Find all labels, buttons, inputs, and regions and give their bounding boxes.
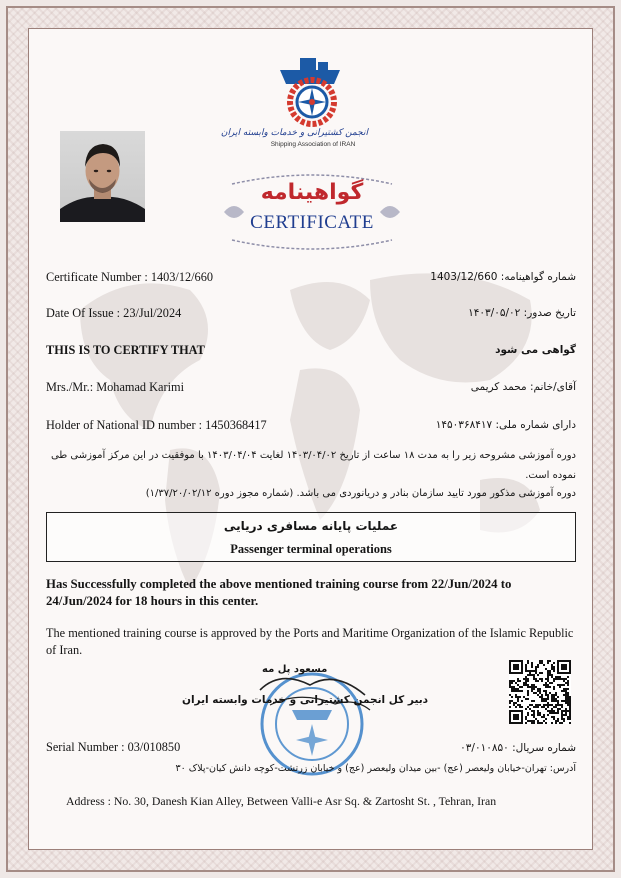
- certificate-title-en: CERTIFICATE: [250, 212, 374, 233]
- completion-statement: Has Successfully completed the above mentioned training course from 22/Jun/2024 to 24/Jun/2024 for 18 hours in this center.: [46, 577, 512, 608]
- approval-statement: The mentioned training course is approved by the Ports and Maritime Organization of the Islamic Republic of Iran.: [46, 626, 574, 657]
- signer-name: مسعود پل مه: [262, 664, 328, 675]
- shipping-association-logo: [266, 48, 358, 128]
- national-id-en: Holder of National ID number : 1450368417: [46, 418, 267, 432]
- qr-code: [509, 660, 571, 724]
- association-name-en: Shipping Association of IRAN: [270, 141, 356, 148]
- certificate-number-fa: شماره گواهینامه: 1403/12/660: [430, 271, 576, 283]
- course-box: [46, 512, 576, 562]
- persian-body-line3: دوره آموزشی مذکور مورد تایید سازمان بنادر و دریانوردی می باشد. (شماره مجوز دوره ۱/۳۷/۲۰/۰۲/۱۲): [145, 488, 576, 499]
- persian-body-line1: دوره آموزشی مشروحه زیر را به مدت ۱۸ ساعت از تاریخ ۱۴۰۳/۰۴/۰۲ لغایت ۱۴۰۳/۰۴/۰۴ با موفقیت در این مرکز آموزشی طی: [50, 450, 576, 461]
- holder-photo: [60, 131, 145, 222]
- issue-date-fa: تاریخ صدور: ۱۴۰۳/۰۵/۰۲: [468, 307, 576, 319]
- serial-number-fa: شماره سریال: ۰۳/۰۱۰۸۵۰: [460, 742, 576, 754]
- certificate-title-fa: گواهینامه: [260, 180, 364, 205]
- holder-name-fa: آقای/خانم: محمد کریمی: [470, 381, 576, 393]
- holder-name-en: Mrs./Mr.: Mohamad Karimi: [46, 380, 184, 394]
- certificate-number-en: Certificate Number : 1403/12/660: [46, 270, 213, 284]
- issue-date-en: Date Of Issue : 23/Jul/2024: [46, 306, 182, 320]
- association-name-fa: انجمن کشتیرانی و خدمات وابسته ایران: [220, 128, 368, 138]
- address-fa: آدرس: تهران-خیابان ولیعصر (عج) -بین میدان ولیعصر (عج) و خیابان زرتشت-کوچه دانش کیان-پلاک ۳۰: [175, 763, 576, 774]
- signer-title: دبیر کل انجمن کشتیرانی و خدمات وابسته ایران: [182, 694, 429, 706]
- serial-number-en: Serial Number : 03/010850: [46, 740, 181, 754]
- course-title-fa: عملیات پایانه مسافری دریایی: [223, 519, 399, 533]
- address-en: Address : No. 30, Danesh Kian Alley, Between Valli-e Asr Sq. & Zartosht St. , Tehran, Iran: [66, 794, 497, 808]
- course-title-en: Passenger terminal operations: [230, 542, 392, 556]
- persian-body-line2: نموده است.: [525, 470, 576, 481]
- certify-heading-en: THIS IS TO CERTIFY THAT: [46, 343, 205, 357]
- official-stamp: [240, 660, 390, 780]
- certify-heading-fa: گواهی می شود: [495, 344, 576, 356]
- national-id-fa: دارای شماره ملی: ۱۴۵۰۳۶۸۴۱۷: [435, 419, 576, 431]
